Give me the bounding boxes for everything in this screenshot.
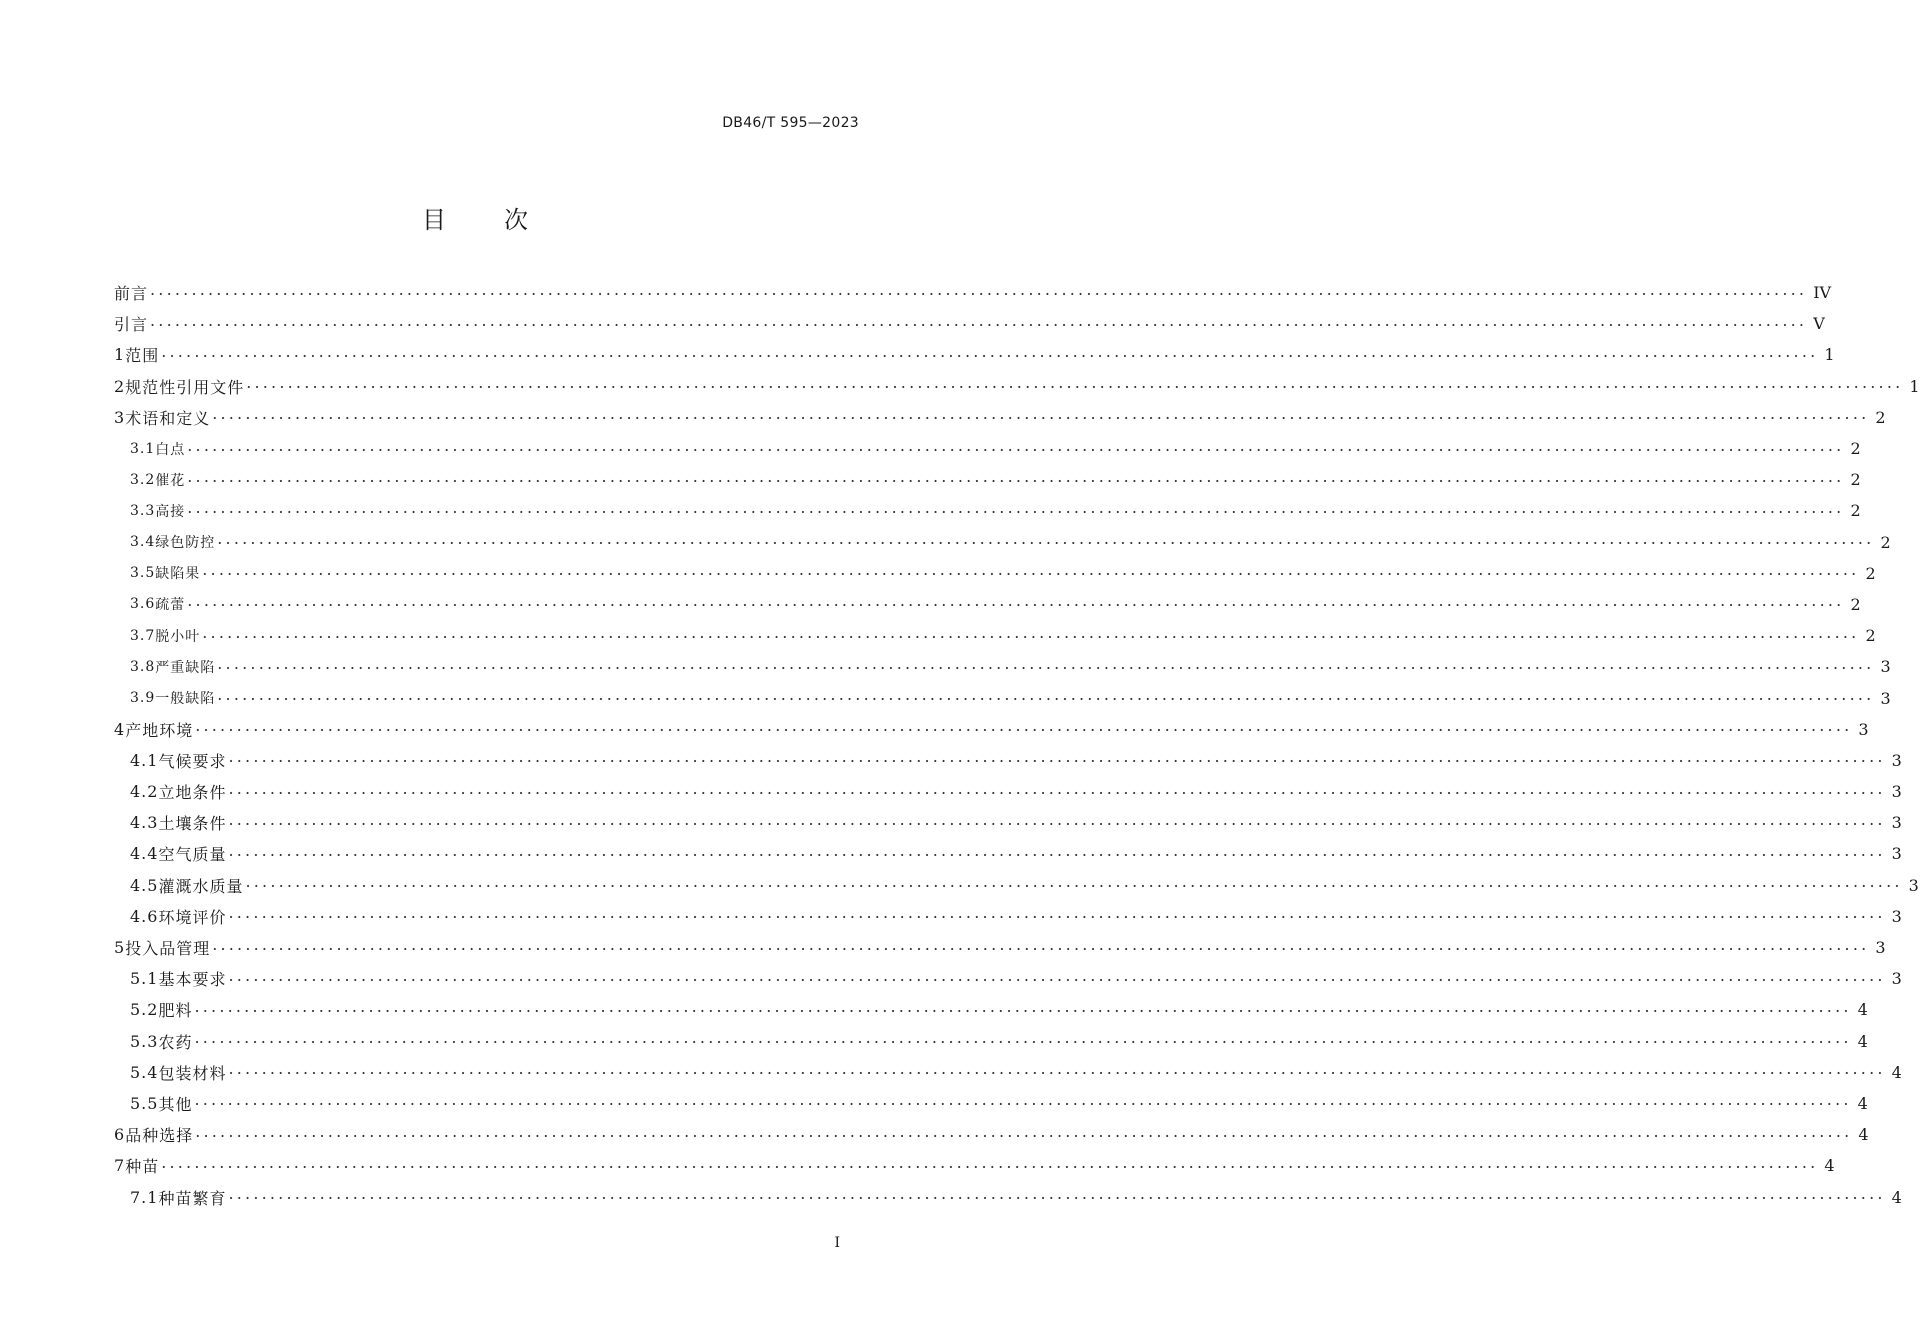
- toc-entry-label: 农药: [158, 1032, 193, 1052]
- toc-entry[interactable]: [114, 901, 1902, 932]
- toc-entry-page: V: [1813, 314, 1825, 334]
- toc-entry-number: 5.4: [130, 1062, 159, 1082]
- toc-entry-label: 缺陷果: [155, 566, 201, 583]
- toc-entry-page: 1: [1824, 345, 1835, 365]
- toc-dot-leader: ........................................................................................................................................................................................................: [195, 716, 1853, 736]
- toc-dot-leader: ........................................................................................................................................................................................................: [228, 903, 1886, 923]
- toc-entry-label: 土壤条件: [158, 814, 227, 834]
- toc-entry[interactable]: [114, 308, 1825, 339]
- toc-entry-number: 4.2: [130, 782, 159, 802]
- toc-entry-label: 产地环境: [125, 720, 194, 740]
- toc-entry[interactable]: [114, 651, 1891, 682]
- toc-entry-label: 引言: [114, 315, 149, 335]
- toc-entry-label: 空气质量: [158, 845, 227, 865]
- toc-entry-label: 催花: [155, 472, 186, 489]
- toc-entry-number: 4.4: [130, 844, 159, 864]
- toc-entry-label: 前言: [114, 284, 149, 304]
- toc-entry[interactable]: [114, 1119, 1869, 1150]
- toc-entry-number: 7: [114, 1156, 126, 1176]
- toc-entry-number: 5.3: [130, 1031, 159, 1051]
- toc-entry[interactable]: [114, 558, 1876, 589]
- toc-entry-number: 3.2: [130, 471, 156, 488]
- toc-entry[interactable]: [114, 371, 1920, 402]
- toc-entry-page: 2: [1865, 563, 1876, 583]
- toc-entry-number: 4.6: [130, 906, 159, 926]
- toc-entry[interactable]: [114, 1057, 1902, 1088]
- toc-entry-number: 1: [114, 345, 126, 365]
- toc-entry-label: 脱小叶: [155, 628, 201, 645]
- toc-entry-page: 4: [1857, 1000, 1868, 1020]
- toc-entry-page: 3: [1858, 719, 1869, 739]
- toc-dot-leader: ........................................................................................................................................................................................................: [161, 341, 1819, 361]
- toc-entry-label: 立地条件: [158, 783, 227, 803]
- toc-entry-number: 4.3: [130, 813, 159, 833]
- toc-entry-page: 2: [1850, 501, 1861, 521]
- toc-entry-page: 3: [1880, 688, 1891, 708]
- toc-entry-number: 3.9: [130, 690, 156, 707]
- toc-entry[interactable]: [114, 745, 1902, 776]
- toc-entry[interactable]: [114, 807, 1902, 838]
- toc-entry-label: 其他: [158, 1094, 193, 1114]
- toc-entry-number: 3.3: [130, 502, 156, 519]
- toc-dot-leader: ........................................................................................................................................................................................................: [246, 373, 1904, 393]
- toc-dot-leader: ........................................................................................................................................................................................................: [228, 965, 1886, 985]
- toc-entry-page: 4: [1891, 1062, 1902, 1082]
- toc-entry-label: 种苗繁育: [158, 1188, 227, 1208]
- toc-entry-label: 包装材料: [158, 1063, 227, 1083]
- toc-entry-page: 3: [1880, 657, 1891, 677]
- toc-entry-label: 环境评价: [158, 907, 227, 927]
- toc-entry-page: 4: [1858, 1125, 1869, 1145]
- toc-dot-leader: ........................................................................................................................................................................................................: [228, 809, 1886, 829]
- toc-dot-leader: ........................................................................................................................................................................................................: [228, 1184, 1886, 1204]
- toc-entry[interactable]: [114, 994, 1868, 1025]
- toc-dot-leader: ........................................................................................................................................................................................................: [194, 1090, 1852, 1110]
- toc-entry[interactable]: [114, 963, 1902, 994]
- toc-entry[interactable]: [114, 1088, 1868, 1119]
- toc-entry-label: 肥料: [158, 1001, 193, 1021]
- toc-entry-number: 5.1: [130, 969, 159, 989]
- toc-entry[interactable]: [114, 838, 1902, 869]
- toc-dot-leader: ........................................................................................................................................................................................................: [217, 529, 1875, 549]
- toc-entry-number: 6: [114, 1125, 126, 1145]
- toc-dot-leader: ........................................................................................................................................................................................................: [150, 279, 1808, 299]
- toc-entry[interactable]: [114, 682, 1891, 713]
- toc-entry-number: 3: [114, 407, 126, 427]
- toc-entry[interactable]: [114, 714, 1869, 745]
- toc-entry-page: 3: [1891, 782, 1902, 802]
- toc-entry-number: 4.5: [130, 875, 159, 895]
- toc-dot-leader: ........................................................................................................................................................................................................: [187, 466, 1845, 486]
- toc-entry-label: 高接: [155, 503, 186, 520]
- toc-dot-leader: ........................................................................................................................................................................................................: [217, 685, 1875, 705]
- toc-dot-leader: ........................................................................................................................................................................................................: [202, 560, 1860, 580]
- toc-entry-page: IV: [1813, 283, 1832, 303]
- toc-entry-page: 3: [1891, 813, 1902, 833]
- toc-entry-page: 2: [1850, 470, 1861, 490]
- toc-entry-page: 2: [1880, 532, 1891, 552]
- toc-entry-number: 4.1: [130, 750, 159, 770]
- toc-entry-page: 4: [1891, 1187, 1902, 1207]
- toc-dot-leader: ........................................................................................................................................................................................................: [228, 747, 1886, 767]
- toc-entry-number: 3.4: [130, 534, 156, 551]
- toc-entry[interactable]: [114, 932, 1886, 963]
- toc-entry-label: 种苗: [125, 1157, 160, 1177]
- toc-entry-label: 投入品管理: [125, 939, 211, 959]
- toc-entry[interactable]: [114, 527, 1891, 558]
- toc-entry-page: 4: [1824, 1156, 1835, 1176]
- toc-entry-page: 2: [1850, 594, 1861, 614]
- toc-title: 目次: [422, 206, 586, 234]
- toc-entry[interactable]: [114, 402, 1886, 433]
- toc-entry-page: 2: [1865, 626, 1876, 646]
- toc-entry-page: 2: [1850, 439, 1861, 459]
- toc-entry[interactable]: [114, 870, 1919, 901]
- toc-entry-label: 品种选择: [125, 1126, 194, 1146]
- toc-entry[interactable]: [114, 433, 1861, 464]
- toc-entry-number: 3.8: [130, 658, 156, 675]
- toc-dot-leader: ........................................................................................................................................................................................................: [212, 934, 1870, 954]
- toc-entry-number: 4: [114, 719, 126, 739]
- toc-entry-label: 灌溉水质量: [158, 876, 244, 896]
- document-code: DB46/T 595—2023: [722, 115, 859, 131]
- toc-dot-leader: ........................................................................................................................................................................................................: [217, 653, 1875, 673]
- toc-dot-leader: ........................................................................................................................................................................................................: [187, 497, 1845, 517]
- toc-dot-leader: ........................................................................................................................................................................................................: [161, 1152, 1819, 1172]
- toc-entry[interactable]: [114, 1181, 1902, 1212]
- toc-dot-leader: ........................................................................................................................................................................................................: [195, 1121, 1853, 1141]
- toc-entry-page: 3: [1875, 938, 1886, 958]
- toc-dot-leader: ........................................................................................................................................................................................................: [245, 872, 1903, 892]
- toc-entry-page: 4: [1857, 1093, 1868, 1113]
- toc-entry-label: 基本要求: [158, 970, 227, 990]
- toc-entry-label: 一般缺陷: [155, 691, 216, 708]
- toc-entry-number: 3.7: [130, 627, 156, 644]
- toc-entry[interactable]: [114, 339, 1835, 370]
- toc-dot-leader: ........................................................................................................................................................................................................: [194, 1028, 1852, 1048]
- toc-entry-page: 3: [1891, 969, 1902, 989]
- toc-entry[interactable]: [114, 495, 1861, 526]
- footer-page-number: I: [834, 1235, 840, 1251]
- toc-entry-label: 疏蕾: [155, 597, 186, 614]
- toc-dot-leader: ........................................................................................................................................................................................................: [228, 1059, 1886, 1079]
- toc-entry-label: 术语和定义: [125, 408, 211, 428]
- toc-entry-number: 5.2: [130, 1000, 159, 1020]
- toc-entry-page: 1: [1909, 376, 1920, 396]
- toc-dot-leader: ........................................................................................................................................................................................................: [194, 996, 1852, 1016]
- toc-entry[interactable]: [114, 464, 1861, 495]
- toc-entry[interactable]: [114, 776, 1902, 807]
- toc-dot-leader: ........................................................................................................................................................................................................: [187, 435, 1845, 455]
- toc-entry-page: 3: [1891, 844, 1902, 864]
- table-of-contents: [114, 277, 1920, 1213]
- toc-entry[interactable]: [114, 277, 1832, 308]
- toc-entry-number: 2: [114, 376, 126, 396]
- toc-entry-number: 3.5: [130, 565, 156, 582]
- toc-entry-label: 规范性引用文件: [125, 377, 245, 397]
- toc-entry-label: 范围: [125, 346, 160, 366]
- toc-entry[interactable]: [114, 589, 1861, 620]
- toc-entry-label: 白点: [155, 441, 186, 458]
- toc-entry-label: 严重缺陷: [155, 659, 216, 676]
- toc-dot-leader: ........................................................................................................................................................................................................: [202, 622, 1860, 642]
- toc-entry[interactable]: [114, 620, 1876, 651]
- toc-dot-leader: ........................................................................................................................................................................................................: [228, 840, 1886, 860]
- toc-dot-leader: ........................................................................................................................................................................................................: [228, 778, 1886, 798]
- toc-entry-number: 3.1: [130, 440, 156, 457]
- toc-entry-page: 4: [1857, 1031, 1868, 1051]
- toc-dot-leader: ........................................................................................................................................................................................................: [187, 591, 1845, 611]
- toc-entry-number: 5: [114, 938, 126, 958]
- toc-entry-page: 3: [1908, 875, 1919, 895]
- toc-entry[interactable]: [114, 1026, 1868, 1057]
- toc-entry[interactable]: [114, 1150, 1835, 1181]
- toc-entry-label: 绿色防控: [155, 535, 216, 552]
- toc-entry-label: 气候要求: [158, 751, 227, 771]
- toc-entry-number: 7.1: [130, 1187, 159, 1207]
- toc-entry-page: 3: [1891, 750, 1902, 770]
- toc-entry-number: 5.5: [130, 1093, 159, 1113]
- toc-dot-leader: ........................................................................................................................................................................................................: [150, 310, 1808, 330]
- toc-entry-number: 3.6: [130, 596, 156, 613]
- toc-entry-page: 2: [1875, 407, 1886, 427]
- toc-dot-leader: ........................................................................................................................................................................................................: [212, 404, 1870, 424]
- toc-entry-page: 3: [1891, 906, 1902, 926]
